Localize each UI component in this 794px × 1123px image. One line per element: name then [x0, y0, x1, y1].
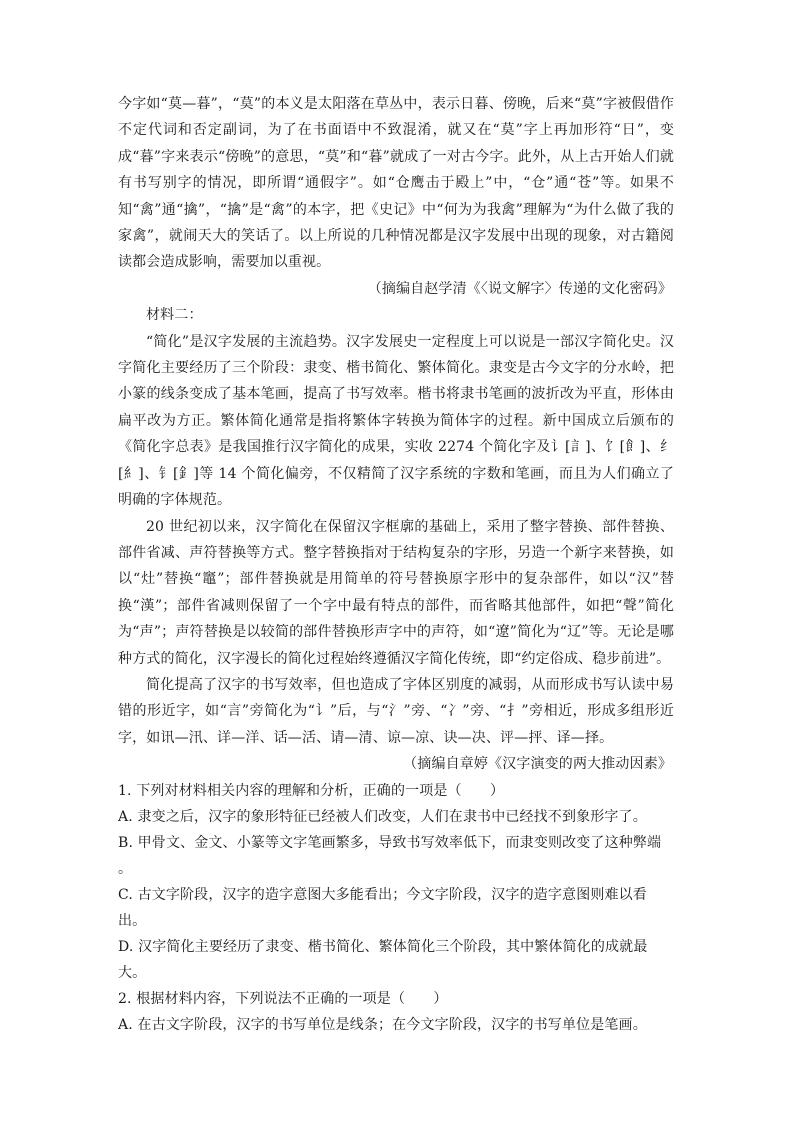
material-two-paragraph-3: 简化提高了汉字的书写效率，但也造成了字体区别度的减弱，从而形成书写认读中易错的形近字，如“言”旁简化为“讠”后，与“氵”旁、“冫”旁、“扌”旁相近，形成多组形近字，如讯—汛、详—洋、话—活、请—清、谅—凉、诀—决、评—抨、译—择。: [118, 676, 674, 746]
material-two-source: （摘编自章婷《汉字演变的两大推动因素》: [403, 756, 672, 773]
question-2-stem: 2. 根据材料内容，下列说法不正确的一项是（ ）: [118, 991, 448, 1008]
material-one-source: （摘编自赵学清《〈说文解字〉传递的文化密码》: [367, 280, 672, 297]
question-1-option-c: C. 古文字阶段，汉字的造字意图大多能看出；今文字阶段，汉字的造字意图则难以看出。: [118, 886, 647, 930]
question-1-stem: 1. 下列对材料相关内容的理解和分析，正确的一项是（ ）: [118, 782, 505, 799]
document-page: [118, 91, 674, 1039]
material-two-paragraph-1: “简化”是汉字发展的主流趋势。汉字发展史一定程度上可以说是一部汉字简化史。汉字简化主要经历了三个阶段：隶变、楷书简化、繁体简化。隶变是古今文字的分水岭，把小篆的线条变成了基本笔画，提高了书写效率。楷书将隶书笔画的波折改为平直，形体由扁平改为方正。繁体简化通常是指将繁体字转换为简体字的过程。新中国成立后颁布的《简化字总表》是我国推行汉字简化的成果，实收 2274 个简化字及讠[訁]、饣[飠]、纟[糹]、钅[釒]等 14 个简化偏旁，不仅精简了汉字系统的字数和笔画，而且为人们确立了明确的字体规范。: [118, 333, 674, 509]
material-two-paragraph-2: 20 世纪初以来，汉字简化在保留汉字框廓的基础上，采用了整字替换、部件替换、部件省减、声符替换等方式。整字替换指对于结构复杂的字形，另造一个新字来替换，如以“灶”替换“竈”；部件替换就是用简单的符号替换原字形中的复杂部件，如以“汉”替换“漢”；部件省减则保留了一个字中最有特点的部件，而省略其他部件，如把“聲”简化为“声”；声符替换是以较简的部件替换形声字中的声符，如“遼”简化为“辽”等。无论是哪种方式的简化，汉字漫长的简化过程始终遵循汉字简化传统，即“约定俗成、稳步前进”。: [118, 518, 674, 667]
question-1-option-a: A. 隶变之后，汉字的象形特征已经被人们改变，人们在隶书中已经找不到象形字了。: [118, 808, 647, 825]
material-one-paragraph: 今字如“莫—暮”，“莫”的本义是太阳落在草丛中，表示日暮、傍晚，后来“莫”字被假借作不定代词和否定副词，为了在书面语中不致混淆，就又在“莫”字上再加形符“日”，变成“暮”字来表示“傍晚”的意思，“莫”和“暮”就成了一对古今字。此外，从上古开始人们就有书写别字的情况，即所谓“通假字”。如“仓鹰击于殿上”中，“仓”通“苍”等。如果不知“禽”通“擒”，“擒”是“禽”的本字，把《史记》中“何为为我禽”理解为“为什么做了我的家禽”，就闹天大的笑话了。以上所说的几种情况都是汉字发展中出现的现象，对古籍阅读都会造成影响，需要加以重视。: [118, 96, 674, 271]
question-2-option-a: A. 在古文字阶段，汉字的书写单位是线条；在今文字阶段，汉字的书写单位是笔画。: [118, 1017, 647, 1034]
question-1-option-d: D. 汉字简化主要经历了隶变、楷书简化、繁体简化三个阶段，其中繁体简化的成就最大。: [118, 939, 648, 982]
question-1-option-b: B. 甲骨文、金文、小篆等文字笔画繁多，导致书写效率低下，而隶变则改变了这种弊端 。: [118, 834, 662, 877]
material-two-heading: 材料二：: [146, 307, 203, 324]
